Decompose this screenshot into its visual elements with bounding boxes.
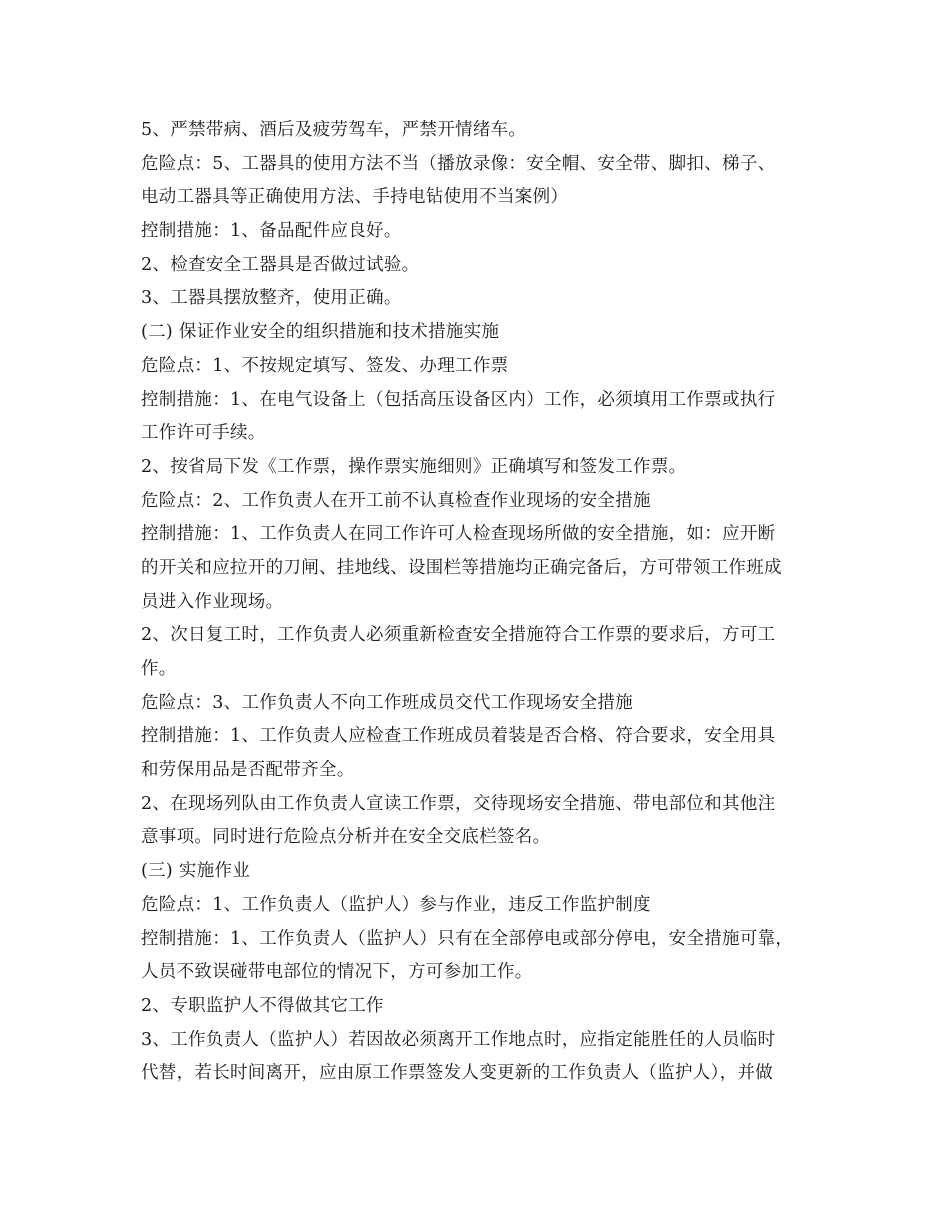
- text-line: 控制措施：1、备品配件应良好。: [141, 221, 402, 242]
- text-line: 控制措施：1、工作负责人在同工作许可人检查现场所做的安全措施，如：应开断: [141, 524, 776, 545]
- text-line: 2、检查安全工器具是否做过试验。: [141, 254, 420, 275]
- text-line: 危险点：2、工作负责人在开工前不认真检查作业现场的安全措施: [141, 490, 651, 511]
- text-line: 作。: [141, 659, 177, 679]
- text-line: 2、专职监护人不得做其它工作: [141, 995, 384, 1016]
- text-line: 意事项。同时进行危险点分析并在安全交底栏签名。: [141, 827, 551, 848]
- section-heading: (二) 保证作业安全的组织措施和技术措施实施: [141, 322, 500, 343]
- text-line: 代替，若长时间离开，应由原工作票签发人变更新的工作负责人（监护人），并做: [141, 1063, 774, 1084]
- text-line: 控制措施：1、工作负责人应检查工作班成员着装是否合格、符合要求，安全用具: [141, 726, 776, 747]
- text-line: 2、在现场列队由工作负责人宣读工作票，交待现场安全措施、带电部位和其他注: [141, 793, 776, 814]
- text-line: 危险点：5、工器具的使用方法不当（播放录像：安全帽、安全带、脚扣、梯子、: [141, 153, 776, 174]
- document-body: [141, 114, 825, 1091]
- text-line: 员进入作业现场。: [141, 591, 284, 612]
- text-line: 控制措施：1、工作负责人（监护人）只有在全部停电或部分停电，安全措施可靠，: [141, 928, 794, 949]
- section-heading: (三) 实施作业: [141, 861, 251, 882]
- text-line: 工作许可手续。: [141, 423, 266, 444]
- text-line: 2、次日复工时，工作负责人必须重新检查安全措施符合工作票的要求后，方可工: [141, 625, 776, 646]
- text-line: 危险点：3、工作负责人不向工作班成员交代工作现场安全措施: [141, 692, 634, 713]
- text-line: 和劳保用品是否配带齐全。: [141, 760, 355, 781]
- text-line: 危险点：1、不按规定填写、签发、办理工作票: [141, 355, 509, 376]
- text-line: 2、按省局下发《工作票，操作票实施细则》正确填写和签发工作票。: [141, 456, 687, 477]
- text-line: 5、严禁带病、酒后及疲劳驾车，严禁开情绪车。: [141, 120, 527, 140]
- text-line: 控制措施：1、在电气设备上（包括高压设备区内）工作，必须填用工作票或执行: [141, 389, 776, 410]
- text-line: 电动工器具等正确使用方法、手持电钻使用不当案例）: [141, 187, 569, 208]
- text-line: 危险点：1、工作负责人（监护人）参与作业，违反工作监护制度: [141, 894, 651, 915]
- text-line: 3、工器具摆放整齐，使用正确。: [141, 288, 402, 309]
- text-line: 的开关和应拉开的刀闸、挂地线、设围栏等措施均正确完备后，方可带领工作班成: [141, 557, 782, 578]
- text-line: 人员不致误碰带电部位的情况下，方可参加工作。: [141, 962, 533, 983]
- text-line: 3、工作负责人（监护人）若因故必须离开工作地点时，应指定能胜任的人员临时: [141, 1029, 776, 1050]
